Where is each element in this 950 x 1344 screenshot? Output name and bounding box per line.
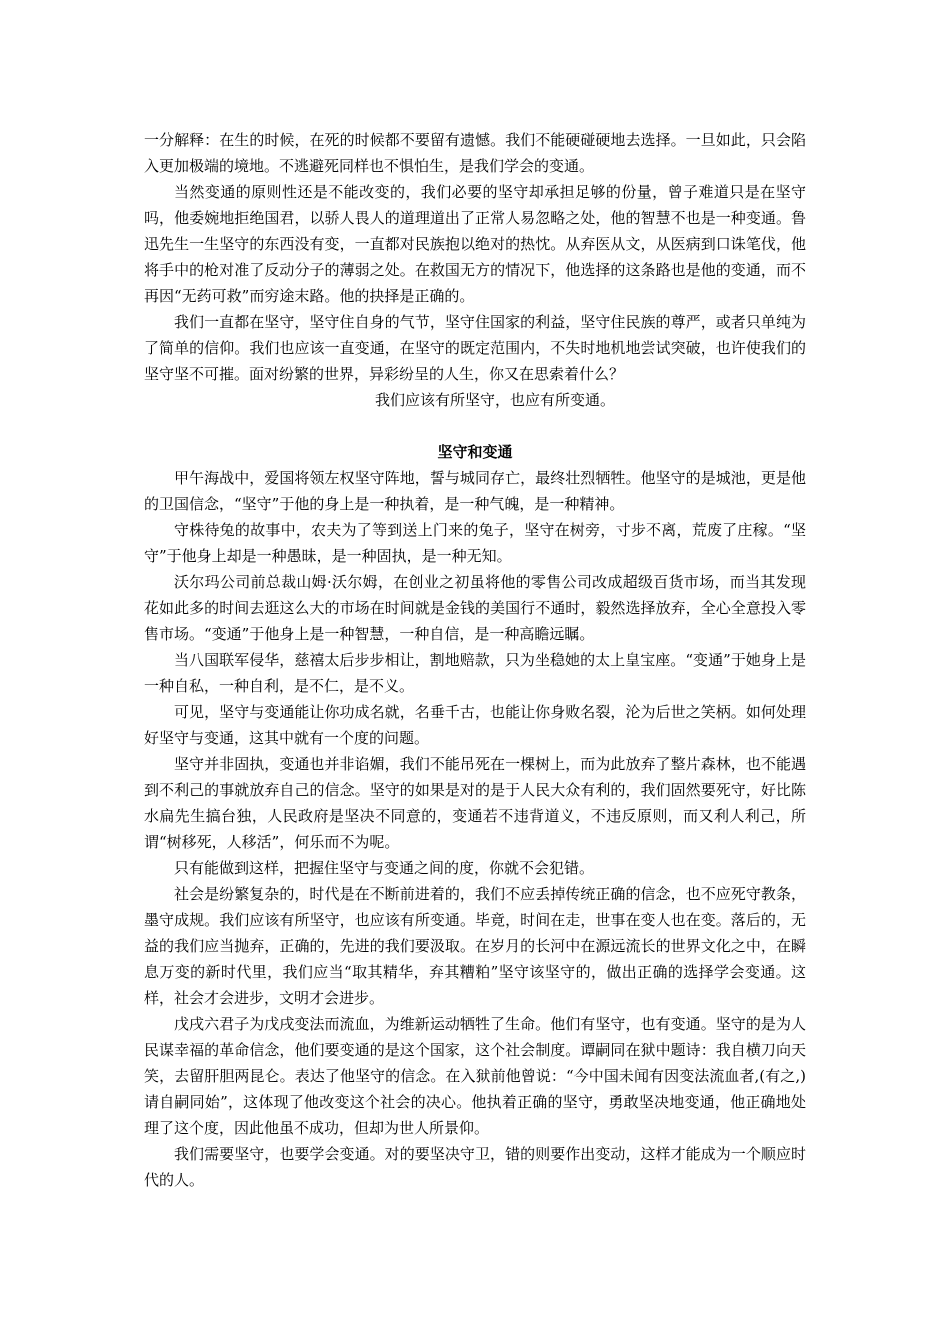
paragraph: 我们需要坚守，也要学会变通。对的要坚决守卫，错的则要作出变动，这样才能成为一个顺应时代的人。	[144, 1145, 806, 1189]
paragraph: 可见，坚守与变通能让你功成名就，名垂千古，也能让你身败名裂，沦为后世之笑柄。如何处理好坚守与变通，这其中就有一个度的问题。	[144, 703, 806, 747]
essay-title: 坚守和变通	[437, 443, 513, 461]
paragraph: 只有能做到这样，把握住坚守与变通之间的度，你就不会犯错。	[174, 859, 595, 877]
document-page	[144, 127, 806, 1193]
paragraph: 当八国联军侵华，慈禧太后步步相让，割地赔款，只为坐稳她的太上皇宝座。“变通”于她身上是一种自私，一种自利，是不仁，是不义。	[144, 651, 806, 695]
closing-line: 我们应该有所坚守，也应有所变通。	[374, 391, 615, 409]
paragraph: 社会是纷繁复杂的，时代是在不断前进着的，我们不应丢掉传统正确的信念，也不应死守教条，墨守成规。我们应该有所坚守，也应该有所变通。毕竟，时间在走，世事在变人也在变。落后的，无益的我们应当抛弃，正确的，先进的我们要汲取。在岁月的长河中在源远流长的世界文化之中，在瞬息万变的新时代里，我们应当“取其精华，弃其糟粕”坚守该坚守的，做出正确的选择学会变通。这样，社会才会进步，文明才会进步。	[144, 885, 806, 1007]
paragraph: 坚守并非固执，变通也并非谄媚，我们不能吊死在一棵树上，而为此放弃了整片森林，也不能遇到不利己的事就放弃自己的信念。坚守的如果是对的是于人民大众有利的，我们固然要死守，好比陈水扁先生搞台独，人民政府是坚决不同意的，变通若不违背道义，不违反原则，而又利人利己，所谓“树移死，人移活”，何乐而不为呢。	[144, 755, 806, 851]
paragraph: 我们一直都在坚守，坚守住自身的气节，坚守住国家的利益，坚守住民族的尊严，或者只单纯为了简单的信仰。我们也应该一直变通，在坚守的既定范围内，不失时地机地尝试突破，也许使我们的坚守坚不可摧。面对纷繁的世界，异彩纷呈的人生，你又在思索着什么？	[144, 313, 806, 383]
section-gap	[144, 413, 806, 439]
paragraph: 一分解释：在生的时候，在死的时候都不要留有遗憾。我们不能硬碰硬地去选择。一旦如此，只会陷入更加极端的境地。不逃避死同样也不惧怕生，是我们学会的变通。	[144, 131, 806, 175]
paragraph: 守株待兔的故事中，农夫为了等到送上门来的兔子，坚守在树旁，寸步不离，荒废了庄稼。“坚守”于他身上却是一种愚昧，是一种固执，是一种无知。	[144, 521, 806, 565]
paragraph: 沃尔玛公司前总裁山姆·沃尔姆，在创业之初虽将他的零售公司改成超级百货市场，而当其发现花如此多的时间去逛这么大的市场在时间就是金钱的美国行不通时，毅然选择放弃，全心全意投入零售市场。“变通”于他身上是一种智慧，一种自信，是一种高瞻远瞩。	[144, 573, 806, 643]
paragraph: 当然变通的原则性还是不能改变的，我们必要的坚守却承担足够的份量，曾子难道只是在坚守吗，他委婉地拒绝国君，以骄人畏人的道理道出了正常人易忽略之处，他的智慧不也是一种变通。鲁迅先生一生坚守的东西没有变，一直都对民族抱以绝对的热忱。从弃医从文，从医病到口诛笔伐，他将手中的枪对准了反动分子的薄弱之处。在救国无方的情况下，他选择的这条路也是他的变通，而不再因“无药可救”而穷途末路。他的抉择是正确的。	[144, 183, 806, 305]
paragraph: 戊戌六君子为戊戌变法而流血，为维新运动牺牲了生命。他们有坚守，也有变通。坚守的是为人民谋幸福的革命信念，他们要变通的是这个国家，这个社会制度。谭嗣同在狱中题诗：我自横刀向天笑，去留肝胆两昆仑。表达了他坚守的信念。在入狱前他曾说：“今中国未闻有因变法流血者,(有之,)请自嗣同始”，这体现了他改变这个社会的决心。他执着正确的坚守，勇敢坚决地变通，他正确地处理了这个度，因此他虽不成功，但却为世人所景仰。	[144, 1015, 806, 1137]
paragraph: 甲午海战中，爱国将领左权坚守阵地，誓与城同存亡，最终壮烈牺牲。他坚守的是城池，更是他的卫国信念，“坚守”于他的身上是一种执着，是一种气魄，是一种精神。	[144, 469, 806, 513]
